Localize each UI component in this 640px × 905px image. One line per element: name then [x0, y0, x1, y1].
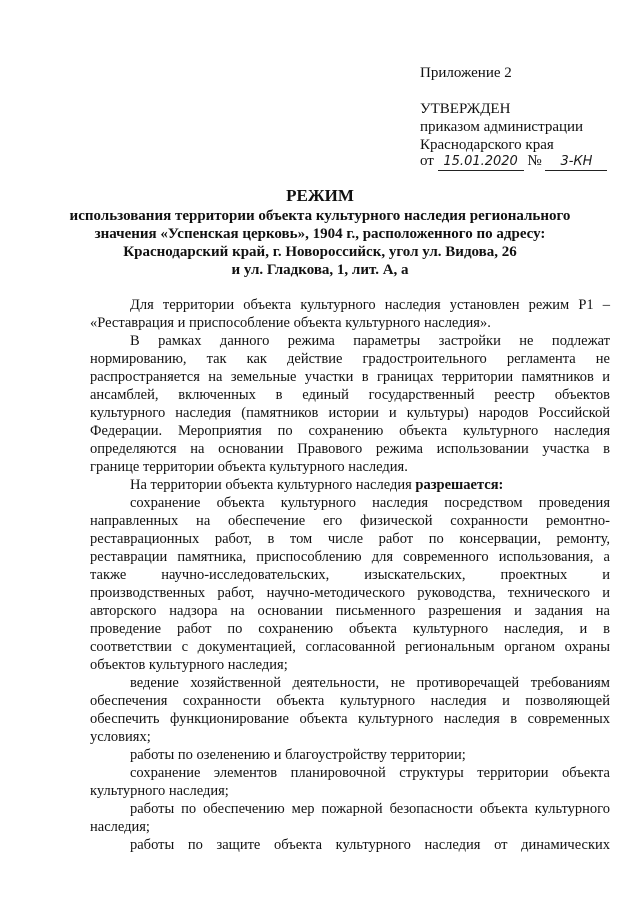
- date-prefix: от: [420, 153, 434, 169]
- subtitle-line-2: значения «Успенская церковь», 1904 г., расположенного по адресу:: [94, 226, 546, 242]
- p8-line-2: наследия;: [90, 819, 150, 835]
- p4-line-10: объектов культурного наследия;: [90, 657, 288, 673]
- p2-line-5: культурного наследия (памятников истории и культуры) народов Российской: [90, 405, 610, 421]
- appendix-label: Приложение 2: [420, 65, 512, 81]
- permitted-heading-text: На территории объекта культурного наследия: [130, 477, 416, 493]
- p2-line-2: нормированию, так как действие градостроительного регламента не: [90, 351, 610, 367]
- p4-line-8: проведение работ по сохранению объекта культурного наследия, и в: [90, 621, 610, 637]
- p9-line-1: работы по защите объекта культурного наследия от динамических: [130, 837, 610, 853]
- p4-line-4: реставрации памятника, приспособлению для современного использования, а: [90, 549, 610, 565]
- permitted-keyword: разрешается:: [415, 477, 504, 493]
- p5-line-1: ведение хозяйственной деятельности, не противоречащей требованиям: [130, 675, 610, 691]
- p4-line-7: авторского надзора на основании письменного разрешения и задания на: [90, 603, 610, 619]
- p2-line-3: распространяется на земельные участки в границах территории памятников и: [90, 369, 610, 385]
- handwritten-number: 3-КН: [545, 154, 607, 171]
- subtitle-line-3: Краснодарский край, г. Новороссийск, угол ул. Видова, 26: [123, 244, 517, 260]
- p4-line-6: производственных работ, научно-методического руководства, технического и: [90, 585, 610, 601]
- p4-line-3: реставрационных работ, в том числе работ по консервации, ремонту,: [90, 531, 610, 547]
- number-prefix: №: [527, 153, 542, 169]
- document-title: РЕЖИМ: [286, 186, 354, 205]
- p8-line-1: работы по обеспечению мер пожарной безопасности объекта культурного: [130, 801, 610, 817]
- p4-line-5: также научно-исследовательских, изыскательских, проектных и: [90, 567, 610, 583]
- permitted-heading: [130, 476, 503, 494]
- p2-line-8: границе территории объекта культурного наследия.: [90, 459, 408, 475]
- p6-line-1: работы по озеленению и благоустройству территории;: [130, 747, 466, 763]
- p5-line-3: обеспечить функционирование объекта культурного наследия в современных: [90, 711, 610, 727]
- handwritten-date: 15.01.2020: [438, 154, 524, 171]
- p4-line-2: направленных на обеспечение его физической сохранности ремонтно-: [90, 513, 610, 529]
- order-line-2: Краснодарского края: [420, 137, 554, 153]
- subtitle-line-1: использования территории объекта культурного наследия регионального: [69, 208, 571, 224]
- p2-line-7: определяются на основании Правового режима использовании участка в: [90, 441, 610, 457]
- order-date-number-line: [420, 152, 607, 171]
- p5-line-2: обеспечения сохранности объекта культурного наследия и позволяющей: [90, 693, 610, 709]
- p4-line-9: соответствии с документацией, согласованной региональным органом охраны: [90, 639, 610, 655]
- p7-line-1: сохранение элементов планировочной структуры территории объекта: [130, 765, 610, 781]
- p2-line-4: ансамблей, включенных в единый государственный реестр объектов: [90, 387, 610, 403]
- p1-line-1: Для территории объекта культурного наследия установлен режим Р1 –: [130, 297, 610, 313]
- p2-line-1: В рамках данного режима параметры застройки не подлежат: [130, 333, 610, 349]
- p2-line-6: Федерации. Мероприятия по сохранению объекта культурного наследия: [90, 423, 610, 439]
- p1-line-2: «Реставрация и приспособление объекта культурного наследия».: [90, 315, 491, 331]
- p7-line-2: культурного наследия;: [90, 783, 229, 799]
- subtitle-line-4: и ул. Гладкова, 1, лит. А, а: [231, 262, 409, 278]
- p5-line-4: условиях;: [90, 729, 151, 745]
- p4-line-1: сохранение объекта культурного наследия посредством проведения: [130, 495, 610, 511]
- order-line-1: приказом администрации: [420, 119, 584, 135]
- approved-label: УТВЕРЖДЕН: [420, 101, 511, 117]
